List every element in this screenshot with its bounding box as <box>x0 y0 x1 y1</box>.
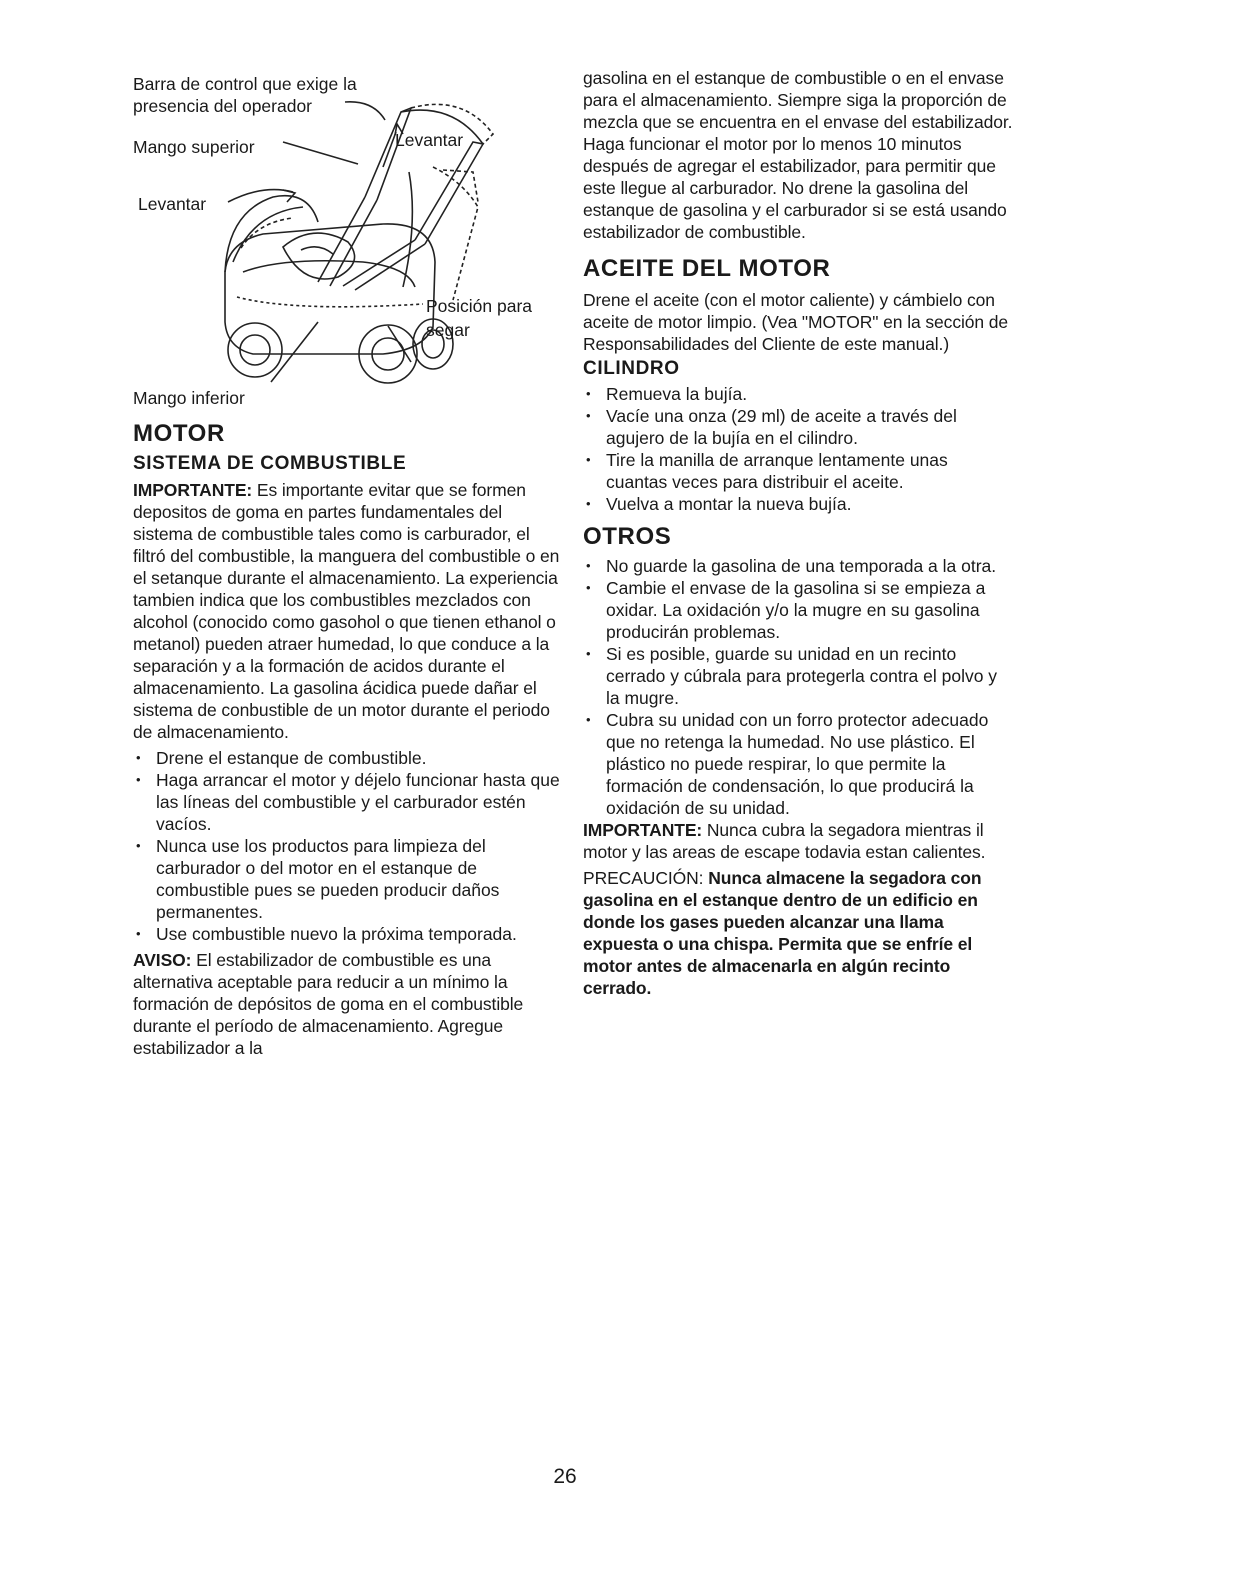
cilindro-bullet-list <box>583 383 1013 515</box>
list-item: • Remueva la bujía. <box>583 383 1013 405</box>
label-barra-line2: presencia del operador <box>133 96 313 116</box>
label-mango-superior: Mango superior <box>133 137 255 157</box>
motor-heading: MOTOR <box>133 420 225 447</box>
label-posicion-line1: Posición para <box>426 296 533 316</box>
list-item: • Cubra su unidad con un forro protector adecuado que no retenga la humedad. No use plástico. El plástico no puede respirar, lo que permite la formación de condensación, lo que producirá la oxidación de su unidad. <box>583 709 1013 819</box>
importante-cubra-paragraph <box>583 819 1013 863</box>
list-item: • Nunca use los productos para limpieza del carburador o del motor en el estanque de combustible pues se pueden producir daños permanentes. <box>133 835 563 923</box>
importante-label: IMPORTANTE: <box>133 480 253 500</box>
list-item: • No guarde la gasolina de una temporada a la otra. <box>583 555 1013 577</box>
sistema-combustible-heading: SISTEMA DE COMBUSTIBLE <box>133 453 407 474</box>
label-levantar-top: Levantar <box>395 130 464 150</box>
precaucion-text: Nunca almacene la segadora con gasolina en el estanque dentro de un edificio en donde los gases pueden alcanzar una llama expuesta o una chispa. Permita que se enfríe el motor antes de almacenarla en algún recinto cerrado. <box>583 868 982 998</box>
aviso-text: El estabilizador de combustible es una alternativa aceptable para reducir a un mínimo la formación de depósitos de goma en el combustible durante el período de almacenamiento. Agregue estabilizador a la <box>133 950 524 1058</box>
label-levantar-left: Levantar <box>138 194 207 214</box>
otros-heading: OTROS <box>583 523 672 550</box>
label-barra-line1: Barra de control que exige la <box>133 74 357 94</box>
right-column <box>583 67 1013 999</box>
list-item: • Use combustible nuevo la próxima temporada. <box>133 923 563 945</box>
estabilizador-continuation: gasolina en el estanque de combustible o en el envase para el almacenamiento. Siempre siga la proporción de mezcla que se encuentra en el envase del estabilizador. Haga funcionar el motor por lo menos 10 minutos después de agregar el estabilizador, para permitir que este llegue al carburador. No drene la gasolina del estanque de gasolina y el carburador si se está usando estabilizador de combustible. <box>583 68 1013 242</box>
importante-cubra-text: Nunca cubra la segadora mientras il motor y las areas de escape todavia estan calientes. <box>583 820 986 862</box>
page-number: 26 <box>553 1465 577 1488</box>
precaucion-paragraph <box>583 867 1013 999</box>
aviso-label: AVISO: <box>133 950 192 970</box>
left-column <box>133 420 563 1059</box>
importante-text: Es importante evitar que se formen depositos de goma en partes fundamentales del sistema de combustible tales como is carburador, el filtró del combustible, la manguera del combustible o en el setanque durante el almacenamiento. La experiencia tambien indica que los combustibles mezclados con alcohol (conocido como gasohol o que tienen ethanol o metanol) pueden atraer humedad, lo que conduce a la separación y a la formación de acidos durante el almacenamiento. La gasolina ácidica puede dañar el sistema de conbustible de un motor durante el periodo de almacenamiento. <box>133 480 560 742</box>
combustible-bullet-list <box>133 747 563 945</box>
label-posicion-line2: segar <box>426 320 470 340</box>
label-mango-inferior: Mango inferior <box>133 388 245 408</box>
aceite-motor-heading: ACEITE DEL MOTOR <box>583 255 831 282</box>
list-item: • Cambie el envase de la gasolina si se empieza a oxidar. La oxidación y/o la mugre en su gasolina producirán problemas. <box>583 577 1013 643</box>
cilindro-heading: CILINDRO <box>583 358 680 379</box>
aceite-paragraph: Drene el aceite (con el motor caliente) y cámbielo con aceite de motor limpio. (Vea "MOTOR" en la sección de Responsabilidades del Cliente de este manual.) <box>583 290 1009 354</box>
precaucion-label: PRECAUCIÓN: <box>583 868 704 888</box>
importante-paragraph <box>133 479 563 743</box>
importante-label: IMPORTANTE: <box>583 820 703 840</box>
list-item: • Haga arrancar el motor y déjelo funcionar hasta que las líneas del combustible y el carburador estén vacíos. <box>133 769 563 835</box>
list-item: • Vuelva a montar la nueva bujía. <box>583 493 1013 515</box>
mower-figure <box>133 72 563 417</box>
list-item: • Vacíe una onza (29 ml) de aceite a través del agujero de la bujía en el cilindro. <box>583 405 1013 449</box>
otros-bullet-list <box>583 555 1013 819</box>
list-item: • Drene el estanque de combustible. <box>133 747 563 769</box>
list-item: • Si es posible, guarde su unidad en un recinto cerrado y cúbrala para protegerla contra el polvo y la mugre. <box>583 643 1013 709</box>
aviso-paragraph <box>133 949 563 1059</box>
lawn-mower-illustration <box>133 72 563 417</box>
list-item: • Tire la manilla de arranque lentamente unas cuantas veces para distribuir el aceite. <box>583 449 1013 493</box>
